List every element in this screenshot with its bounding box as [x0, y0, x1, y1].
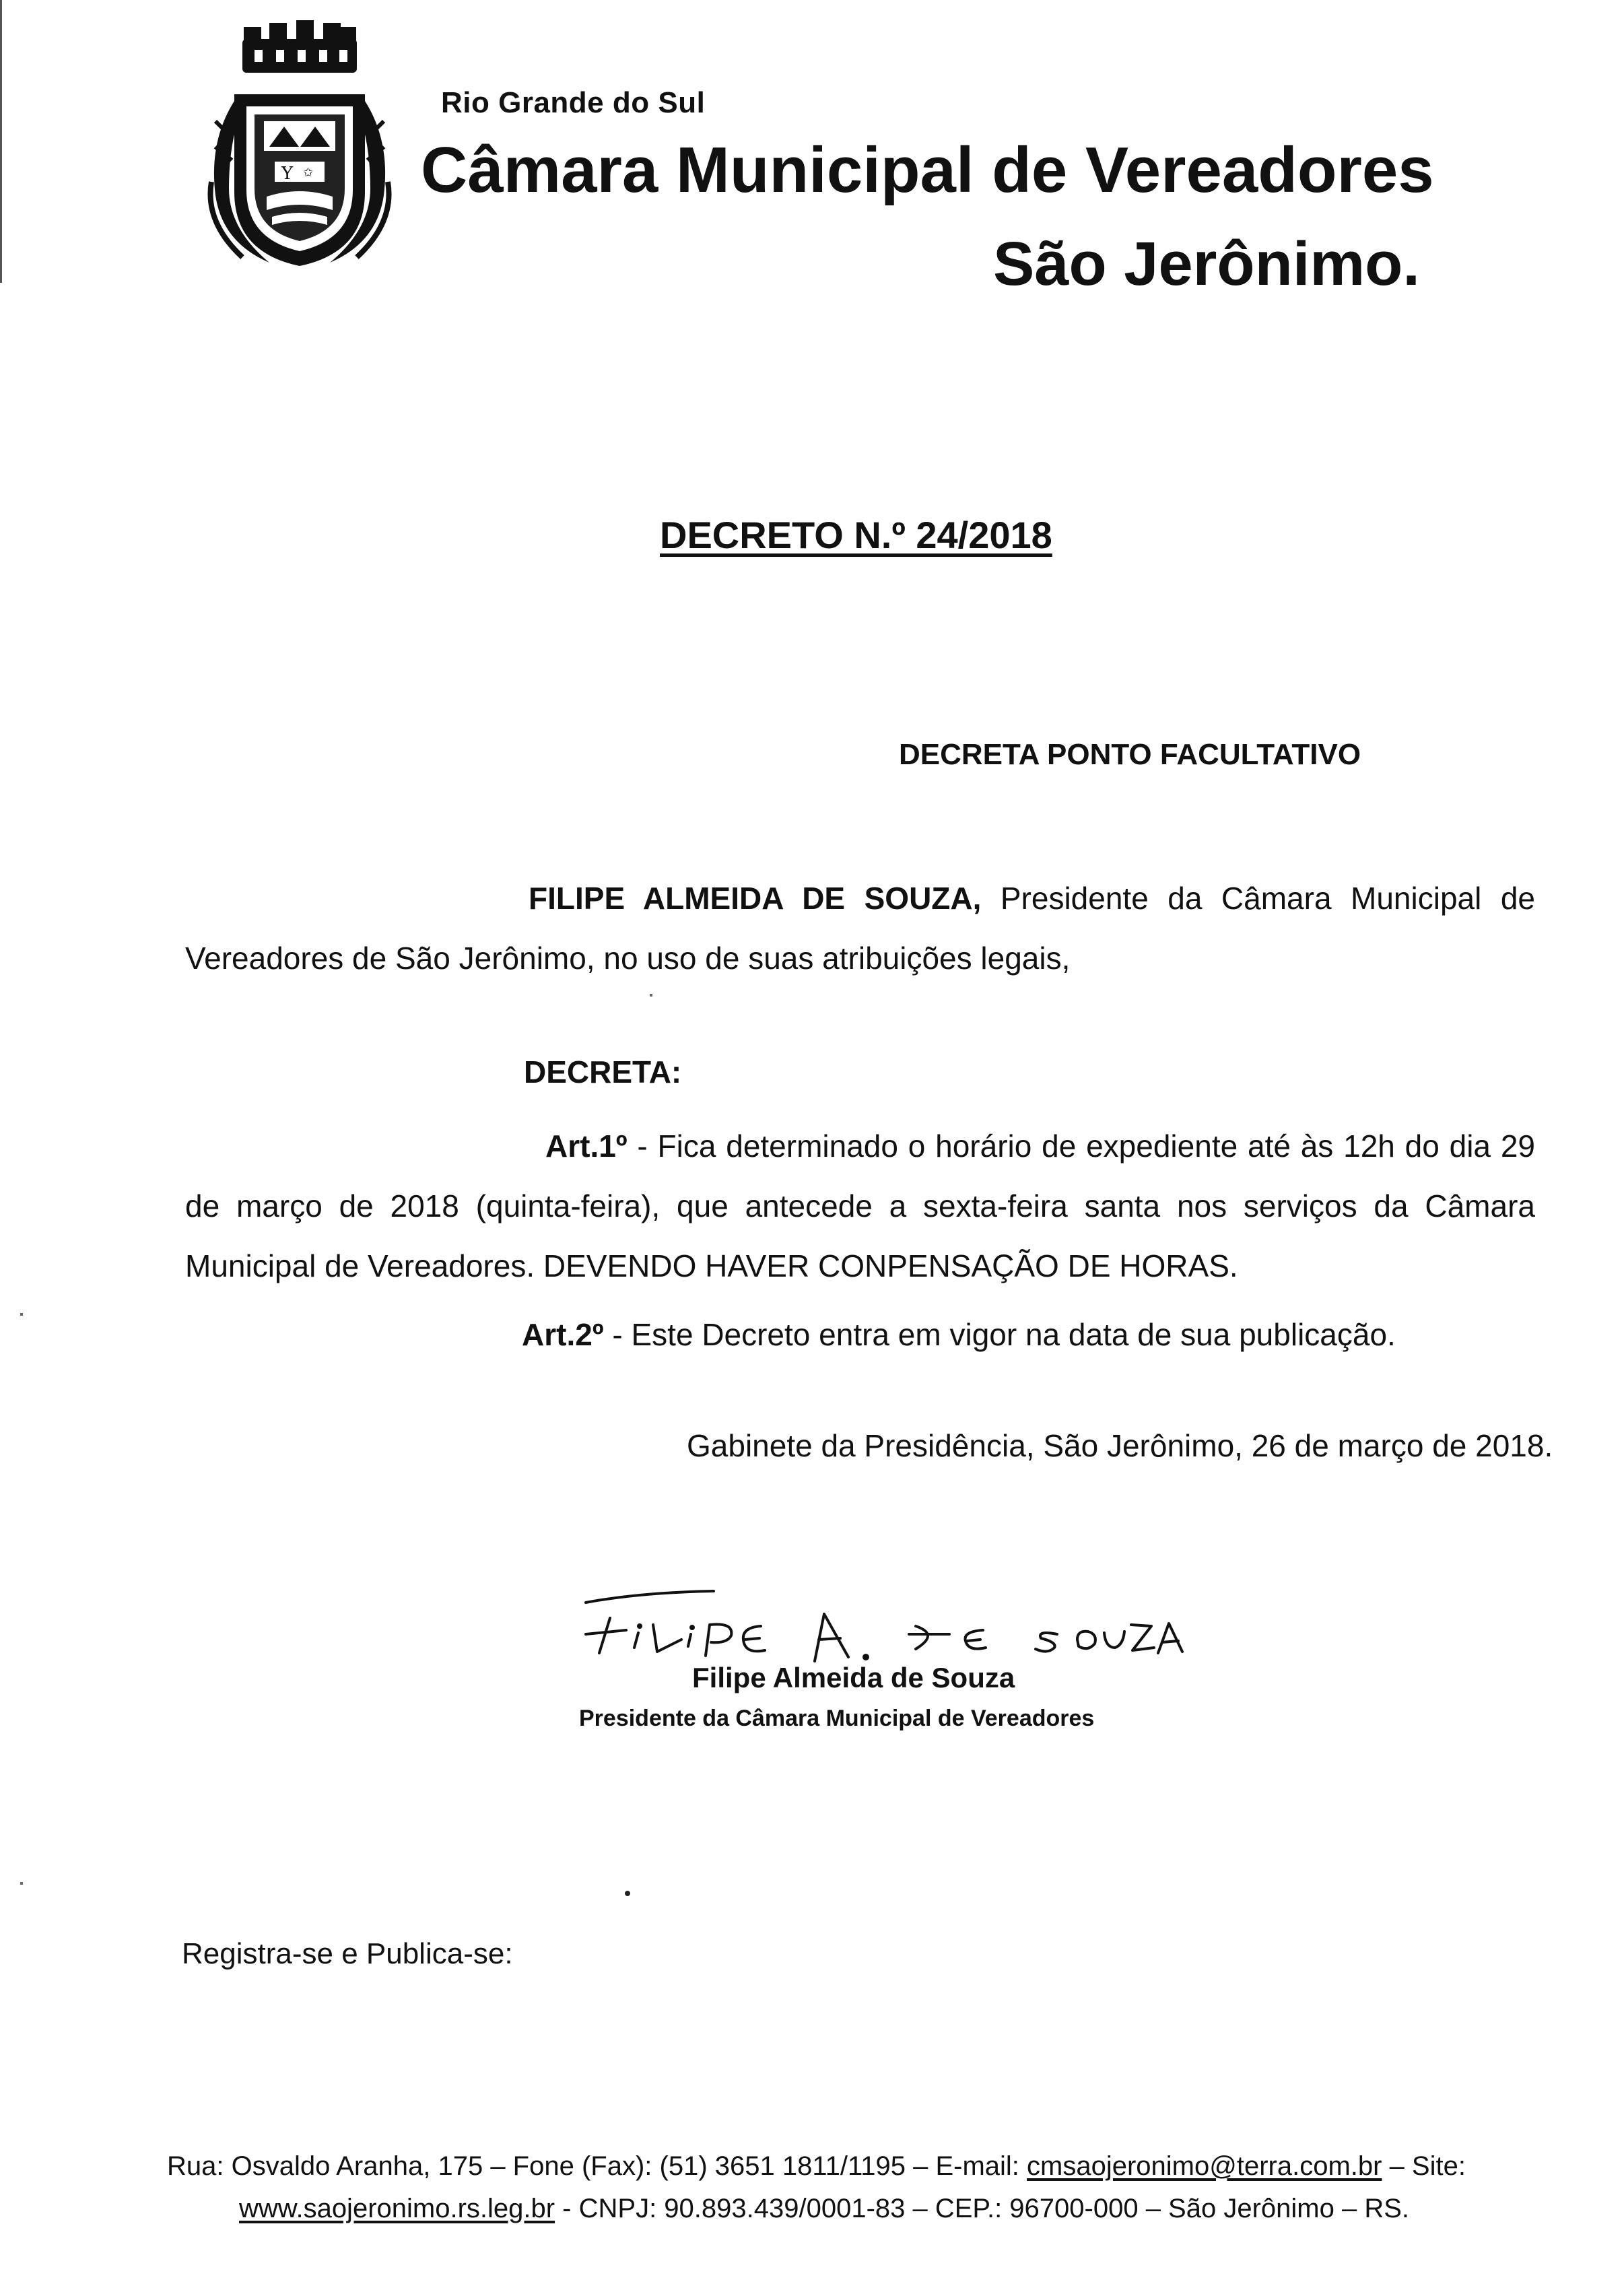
coat-of-arms-icon	[202, 20, 397, 276]
signer-name: Filipe Almeida de Souza	[692, 1662, 1015, 1693]
intro-paragraph	[185, 869, 1535, 988]
footer-address: Rua: Osvaldo Aranha, 175 – Fone (Fax): (51) 3651 1811/1195 – E-mail:	[167, 2151, 1027, 2181]
footer-site-link[interactable]: www.saojeronimo.rs.leg.br	[239, 2194, 555, 2223]
scan-edge-line	[0, 0, 2, 283]
article-1-text: - Fica determinado o horário de expediente até às 12h do dia 29 de março de 2018 (quinta-feira), que antecede a sexta-feira santa nos serviços da Câmara Municipal de Vereadores. DEVENDO HAVER CONPENSAÇÃO DE HORAS.	[185, 1129, 1535, 1283]
decreta-label: DECRETA:	[524, 1054, 682, 1089]
chamber-name: Câmara Municipal de Vereadores	[421, 134, 1434, 206]
signer-title: Presidente da Câmara Municipal de Vereadores	[579, 1706, 1095, 1731]
decree-title: DECRETO N.º 24/2018	[660, 514, 1052, 556]
footer-registry-line	[239, 2194, 1409, 2224]
footer-registry: - CNPJ: 90.893.439/0001-83 – CEP.: 96700-000 – São Jerônimo – RS.	[555, 2194, 1410, 2223]
scan-speck	[20, 1882, 23, 1885]
handwritten-signature	[559, 1572, 1273, 1673]
city-name: São Jerônimo.	[993, 230, 1420, 298]
article-1-label: Art.1º	[545, 1129, 628, 1164]
svg-text:✩: ✩	[303, 166, 314, 180]
footer-email-link[interactable]: cmsaojeronimo@terra.com.br	[1027, 2151, 1382, 2181]
footer-address-line	[167, 2151, 1466, 2182]
scan-speck	[650, 994, 652, 997]
register-line: Registra-se e Publica-se:	[182, 1937, 513, 1970]
footer-site-label: – Site:	[1382, 2151, 1466, 2181]
intro-text: Presidente da Câmara Municipal de Vereadores de São Jerônimo, no uso de suas atribuições legais,	[185, 881, 1535, 976]
article-2	[522, 1305, 1396, 1365]
article-2-text: - Este Decreto entra em vigor na data de sua publicação.	[603, 1317, 1396, 1352]
article-2-label: Art.2º	[522, 1317, 604, 1352]
state-name: Rio Grande do Sul	[441, 86, 706, 119]
date-line: Gabinete da Presidência, São Jerônimo, 26 de março de 2018.	[687, 1428, 1553, 1463]
scan-dot	[625, 1891, 630, 1896]
decree-subject: DECRETA PONTO FACULTATIVO	[899, 738, 1361, 771]
scan-speck	[20, 1313, 23, 1316]
president-name: FILIPE ALMEIDA DE SOUZA,	[529, 881, 982, 916]
svg-text:Y: Y	[281, 164, 294, 184]
article-1	[185, 1116, 1535, 1296]
